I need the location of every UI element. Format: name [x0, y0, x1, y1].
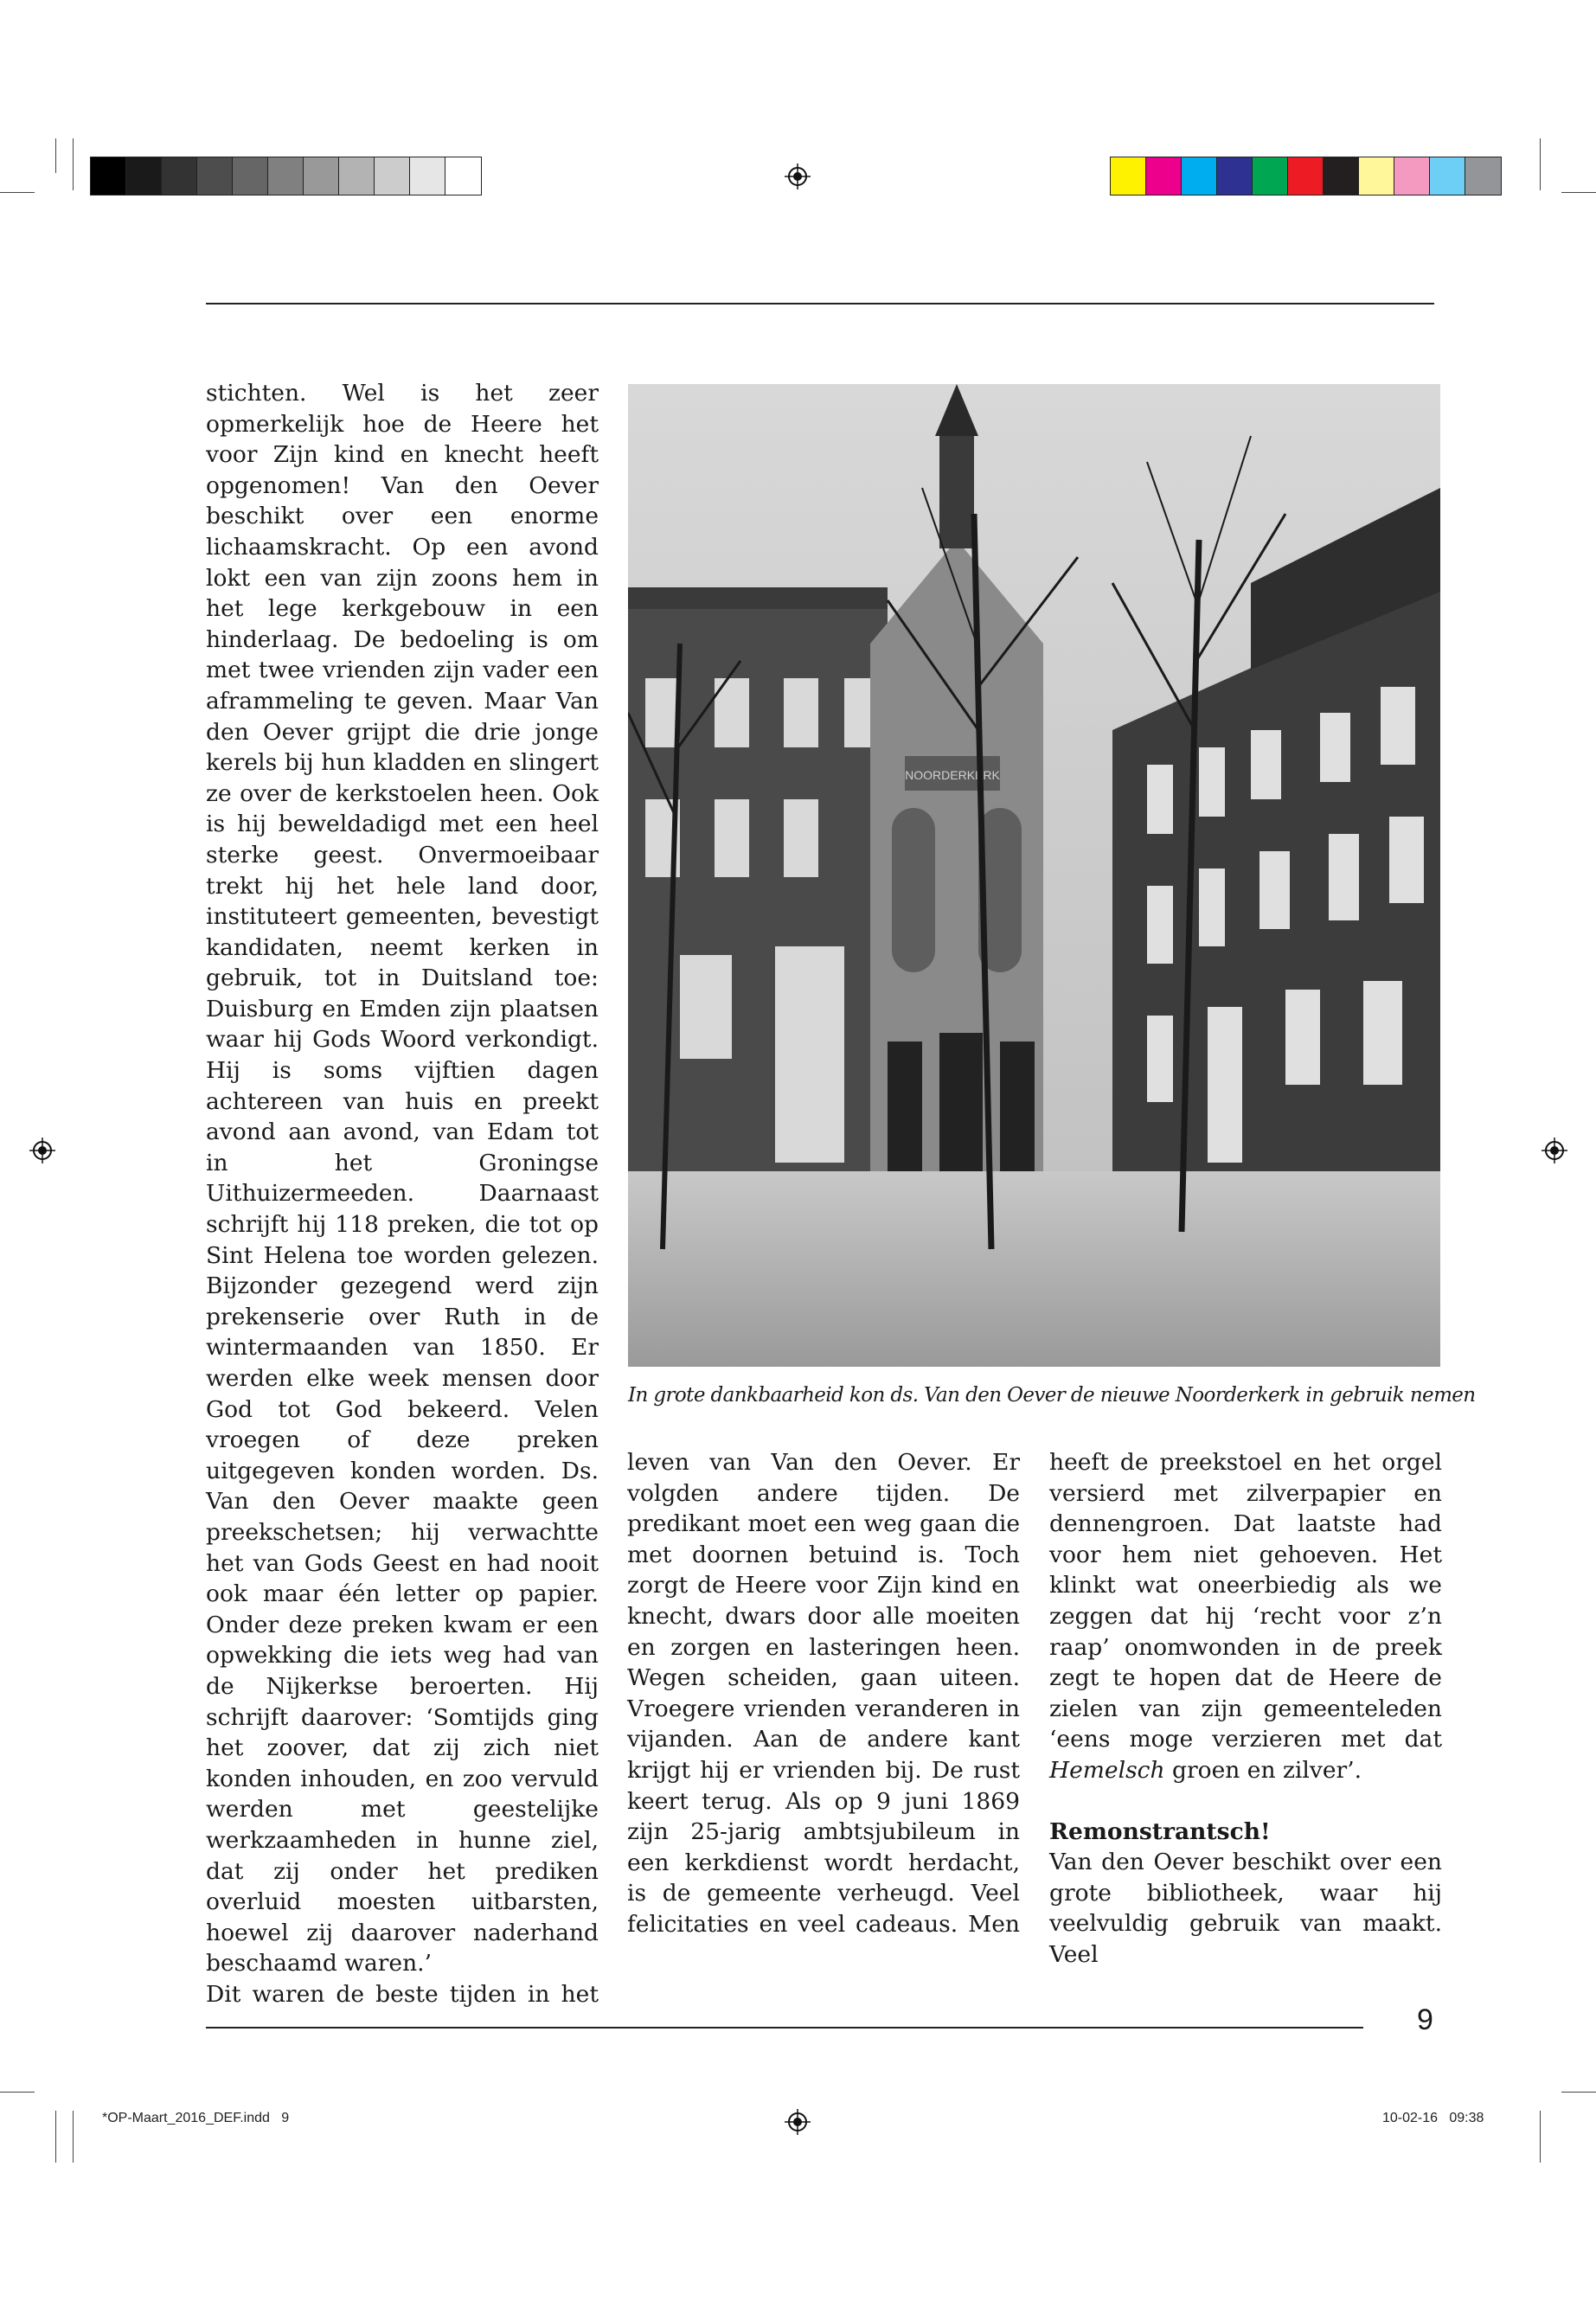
grey-swatch — [126, 157, 162, 195]
grey-swatch — [339, 157, 375, 195]
crop-mark — [1540, 2111, 1541, 2163]
crop-mark — [55, 2111, 56, 2163]
section-heading: Remonstrantsch! — [1049, 1817, 1271, 1845]
process-color-swatch — [1394, 157, 1430, 195]
page-number: 9 — [1417, 2003, 1433, 2036]
grey-swatch — [445, 157, 481, 195]
body-paragraph: Van den Oever beschikt over een grote bibliotheek, waar hij veelvuldig gebruik van maakt. Veel — [1049, 1849, 1442, 1968]
article-column-3 — [1049, 1447, 1442, 1971]
process-color-swatch — [1111, 157, 1146, 195]
grey-swatch — [375, 157, 410, 195]
crop-mark — [1561, 2092, 1596, 2093]
process-color-swatch — [1288, 157, 1324, 195]
body-text: groen en zilver’. — [1172, 1756, 1362, 1784]
crop-mark — [1561, 192, 1596, 193]
church-sign-text: NOORDERKERK — [905, 768, 1000, 782]
crop-mark — [0, 2092, 35, 2093]
body-text: heeft de preekstoel en het orgel versierd met zilverpapier en dennengroen. Dat laatste had voor hem niet gehoeven. Het klinkt wat oneerbiedig als we zeggen dat hij ‘recht voor z’n raap’ onomwonden in de preek zegt te hopen dat de Heere de zielen van zijn gemeenteleden ‘eens moge verzieren met dat — [1049, 1449, 1442, 1753]
registration-mark-icon — [1542, 1138, 1567, 1163]
process-color-swatch — [1465, 157, 1501, 195]
registration-mark-icon — [29, 1138, 55, 1163]
header-rule — [206, 303, 1434, 304]
process-color-swatch — [1253, 157, 1288, 195]
footer-rule — [206, 2027, 1363, 2029]
process-color-swatch — [1182, 157, 1217, 195]
crop-mark — [0, 192, 35, 193]
body-paragraph: leven van Van den Oever. Er volgden andere tijden. De predikant moet een weg gaan die met doornen betuind is. Toch zorgt de Heere voor Zijn kind en knecht, dwars door alle moeiten en zorgen en lasteringen heen. Wegen scheiden, gaan uiteen. Vroegere vrienden veranderen in vijanden. Aan de andere kant krijgt hij er vrienden bij. De rust keert terug. Als op 9 juni 1869 zijn 25-jarig ambtsjubileum in een kerkdienst wordt herdacht, is de gemeente verheugd. Veel felicitaties en veel cadeaus. Men — [627, 1449, 1020, 1938]
crop-mark — [73, 138, 74, 190]
process-color-swatch — [1430, 157, 1465, 195]
grey-swatch — [304, 157, 339, 195]
body-paragraph: stichten. Wel is het zeer opmerkelijk hoe de Heere het voor Zijn kind en knecht heeft opgenomen! Van den Oever beschikt over een enorme lichaamskracht. Op een avond lokt een van zijn zoons hem in het lege kerkgebouw in een hinderlaag. De bedoeling is om met twee vrienden zijn vader een aframmeling te geven. Maar Van den Oever grijpt die drie jonge kerels bij hun kladden en slingert ze over de kerkstoelen heen. Ook is hij beweldadigd met een heel sterke geest. Onvermoeibaar trekt hij het hele land door, instituteert gemeenten, bevestigt kandidaten, neemt kerken in gebruik, tot in Duitsland toe: Duisburg en Emden zijn plaatsen waar hij Gods Woord verkondigt. Hij is soms vijftien dagen achtereen van huis en preekt avond aan avond, van Edam tot in het Groningse Uithuizermeeden. Daarnaast schrijft hij 118 preken, die tot op Sint Helena toe worden gelezen. Bijzonder gezegend werd zijn prekenserie over Ruth in de wintermaanden van 1850. Er werden elke week mensen door God tot God bekeerd. Velen vroegen of deze preken uitgegeven konden worden. Ds. Van den Oever maakte geen preekschetsen; hij verwachtte het van Gods Geest en had nooit ook maar één letter op papier. Onder deze preken kwam er een opwekking die iets weg had van de Nijkerkse beroerten. Hij schrijft daarover: ‘Somtijds ging het zoover, dat zij zich niet konden inhouden, en zoo vervuld werden met geestelijke werkzaamheden in hunne ziel, dat zij onder het prediken overluid moesten uitbarsten, hoewel zij daarover naderhand beschaamd waren.’ — [206, 380, 599, 1977]
grey-swatch — [197, 157, 233, 195]
photo-caption: In grote dankbaarheid kon ds. Van den Oever de nieuwe Noorderkerk in gebruik nemen — [628, 1384, 1476, 1407]
body-paragraph: Dit waren de beste tijden in het — [206, 1980, 599, 2008]
grey-swatch — [268, 157, 304, 195]
church-photo — [628, 384, 1440, 1367]
process-color-swatch — [1217, 157, 1253, 195]
process-color-swatch — [1146, 157, 1182, 195]
registration-mark-icon — [785, 2109, 811, 2135]
emphasis-text: Hemelsch — [1049, 1756, 1165, 1784]
body-paragraph — [1049, 1447, 1442, 1786]
process-color-swatch — [1359, 157, 1394, 195]
slug-filename: *OP-Maart_2016_DEF.indd 9 — [102, 2111, 290, 2125]
slug-datetime: 10-02-16 09:38 — [1382, 2111, 1484, 2125]
registration-mark-icon — [785, 163, 811, 189]
crop-mark — [1540, 138, 1541, 190]
article-column-2 — [627, 1447, 1020, 1940]
crop-mark — [55, 138, 56, 173]
grey-swatch — [162, 157, 197, 195]
grey-color-bar — [90, 157, 482, 195]
grey-swatch — [410, 157, 445, 195]
grey-swatch — [91, 157, 126, 195]
grey-swatch — [233, 157, 268, 195]
article-column-1 — [206, 378, 599, 2009]
process-color-swatch — [1324, 157, 1359, 195]
crop-mark — [73, 2111, 74, 2163]
process-color-bar — [1110, 157, 1502, 195]
